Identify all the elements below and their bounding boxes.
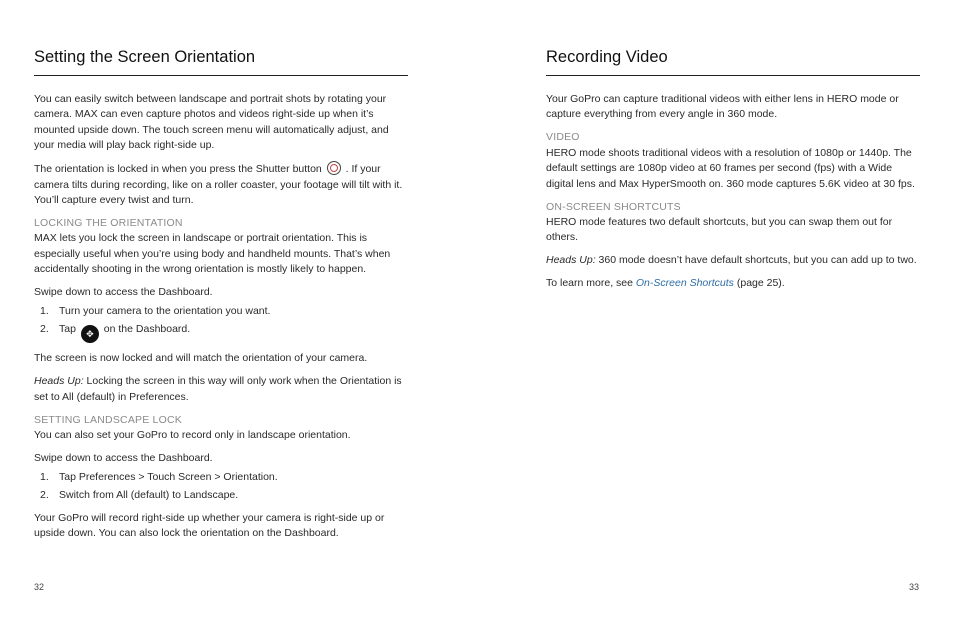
step-text: Turn your camera to the orientation you want.	[59, 305, 271, 318]
heads-up-label: Heads Up:	[546, 254, 596, 267]
locked-paragraph	[34, 161, 408, 208]
step-number: 2.	[40, 489, 49, 502]
locking-paragraph: MAX lets you lock the screen in landscape or portrait orientation. This is especially useful when you’re using body and handheld mounts. That’s when accidentally shooting in the wrong orientation is mostly likely to happen.	[34, 232, 391, 276]
shortcuts-paragraph: HERO mode features two default shortcuts, but you can swap them out for others.	[546, 216, 893, 244]
step-text: Tap Preferences > Touch Screen > Orientation.	[59, 471, 278, 484]
learn-more-after: (page 25).	[736, 277, 785, 290]
video-paragraph: HERO mode shoots traditional videos with a resolution of 1080p or 1440p. The default settings are 1080p video at 60 frames per second (fps) with a Wide digital lens and Max HyperSmooth on. 360 mode captures 5.6K video at 30 fps.	[546, 146, 915, 190]
step-text-before: Tap	[59, 323, 76, 336]
list-item	[34, 304, 408, 319]
page-title: Recording Video	[546, 48, 668, 66]
swipe-instruction: Swipe down to access the Dashboard.	[34, 452, 213, 465]
shutter-button-icon	[327, 161, 341, 175]
step-text-after: on the Dashboard.	[103, 323, 191, 336]
list-item	[34, 488, 408, 503]
swipe-instruction: Swipe down to access the Dashboard.	[34, 286, 213, 299]
learn-more-paragraph	[546, 276, 920, 291]
on-screen-shortcuts-link[interactable]: On-Screen Shortcuts	[635, 277, 734, 290]
heads-up-text: Locking the screen in this way will only work when the Orientation is set to All (default) in Preferences.	[34, 375, 402, 403]
locked-text-before: The orientation is locked in when you press the Shutter button	[34, 163, 322, 176]
step-text	[59, 322, 190, 343]
shortcuts-heading: ON-SCREEN SHORTCUTS	[546, 200, 681, 213]
step-number: 2.	[40, 323, 49, 336]
list-item	[34, 470, 408, 485]
landscape-paragraph: You can also set your GoPro to record only in landscape orientation.	[34, 429, 351, 442]
title-divider	[546, 75, 920, 76]
landscape-heading: SETTING LANDSCAPE LOCK	[34, 413, 182, 426]
page-title: Setting the Screen Orientation	[34, 48, 256, 66]
title-divider	[34, 75, 408, 76]
landscape-steps	[34, 470, 408, 503]
left-page-body	[34, 92, 408, 549]
locking-steps	[34, 304, 408, 343]
learn-more-before: To learn more, see	[546, 277, 633, 290]
now-locked-paragraph: The screen is now locked and will match the orientation of your camera.	[34, 352, 368, 365]
heads-up-note	[34, 374, 408, 405]
intro-paragraph: Your GoPro can capture traditional videos with either lens in HERO mode or capture everything from every angle in 360 mode.	[546, 93, 899, 121]
locking-heading: LOCKING THE ORIENTATION	[34, 217, 183, 230]
heads-up-note	[546, 253, 920, 268]
step-number: 1.	[40, 305, 49, 318]
heads-up-label: Heads Up:	[34, 375, 84, 388]
right-page-body	[546, 92, 920, 299]
intro-paragraph: You can easily switch between landscape and portrait shots by rotating your camera. MAX can even capture photos and videos right-side up when it’s mounted upside down. The touch screen menu will automatically adjust, and your media will play back right-side up.	[34, 93, 389, 152]
video-heading: VIDEO	[546, 131, 580, 144]
closing-paragraph: Your GoPro will record right-side up whether your camera is right-side up or upside down. You can also lock the orientation on the Dashboard.	[34, 512, 385, 540]
heads-up-text: 360 mode doesn’t have default shortcuts, but you can add up to two.	[598, 254, 917, 267]
page-number-left: 32	[34, 582, 45, 592]
step-text: Switch from All (default) to Landscape.	[59, 489, 239, 502]
page-number-right: 33	[909, 582, 920, 592]
step-number: 1.	[40, 471, 49, 484]
orientation-lock-icon: ✥	[81, 325, 99, 343]
locked-text-after: . If your camera tilts during recording, like on a roller coaster, your footage will tilt with it. You’ll capture every twist and turn.	[34, 163, 403, 207]
list-item	[34, 322, 408, 343]
